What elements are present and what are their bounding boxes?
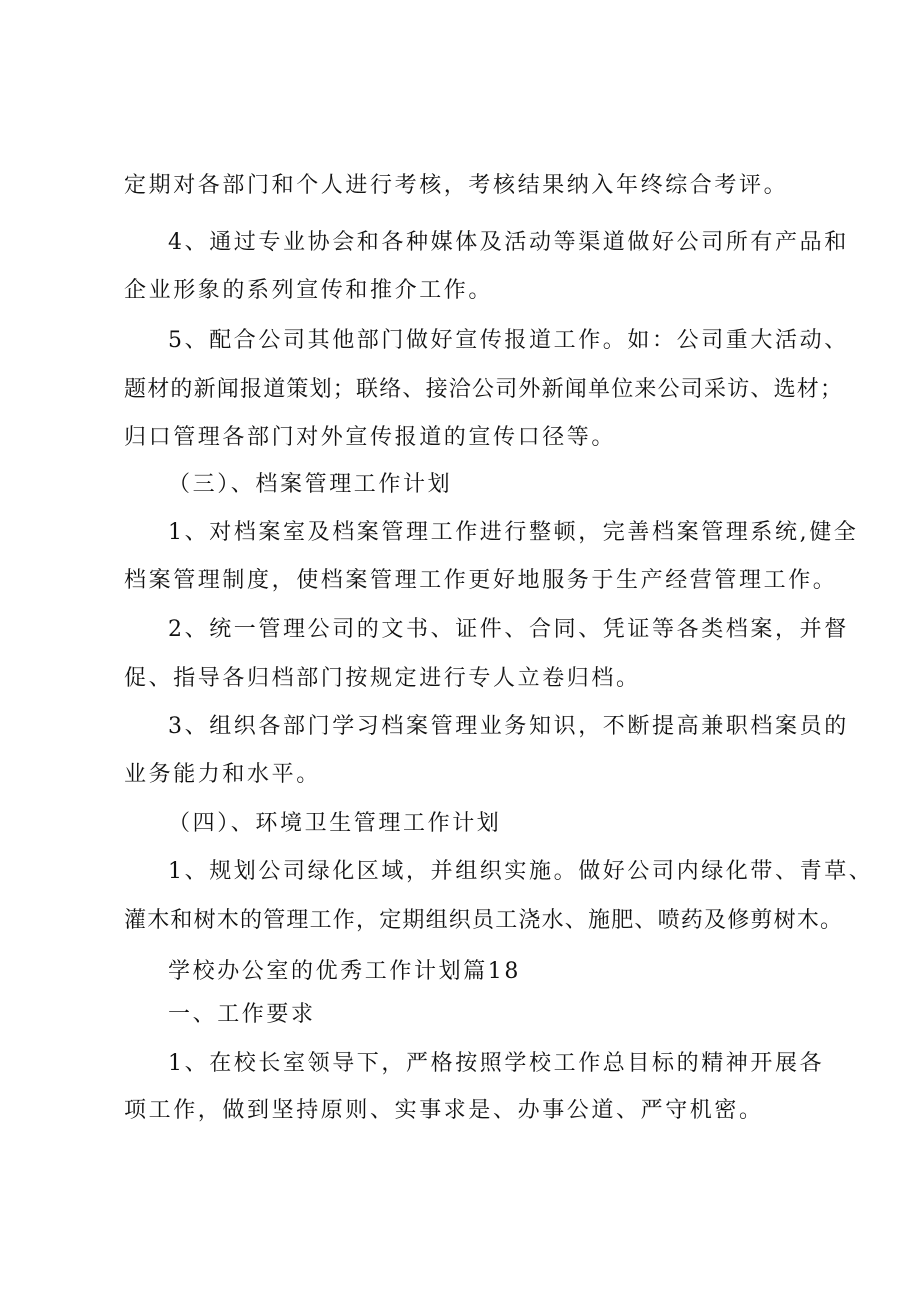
item-5-line-3: 归口管理各部门对外宣传报道的宣传口径等。 [124, 425, 617, 450]
article-18-title: 学校办公室的优秀工作计划篇18 [168, 959, 521, 984]
requirement-1-line-2: 项工作，做到坚持原则、实事求是、办事公道、严守机密。 [124, 1098, 764, 1123]
section-3-heading: （三）、档案管理工作计划 [168, 472, 453, 497]
section-3-item-1-line-2: 档案管理制度，使档案管理工作更好地服务于生产经营管理工作。 [124, 568, 838, 593]
item-5-line-2: 题材的新闻报道策划；联络、接洽公司外新闻单位来公司采访、选材； [124, 377, 844, 402]
section-3-item-2-line-1: 2、统一管理公司的文书、证件、合同、凭证等各类档案，并督 [168, 617, 849, 642]
section-4-item-1-line-1: 1、规划公司绿化区域，并组织实施。做好公司内绿化带、青草、 [168, 859, 874, 884]
section-4-heading: （四）、环境卫生管理工作计划 [168, 811, 502, 836]
requirement-1-line-1: 1、在校长室领导下，严格按照学校工作总目标的精神开展各 [168, 1051, 825, 1076]
section-3-item-2-line-2: 促、指导各归档部门按规定进行专人立卷归档。 [124, 666, 641, 691]
section-3-item-3-line-1: 3、组织各部门学习档案管理业务知识，不断提高兼职档案员的 [168, 714, 849, 739]
section-3-item-1-line-1: 1、对档案室及档案管理工作进行整顿，完善档案管理系统,健全 [168, 520, 859, 545]
section-4-item-1-line-2: 灌木和树木的管理工作，定期组织员工浇水、施肥、喷药及修剪树木。 [124, 908, 844, 933]
work-requirements-heading: 一、工作要求 [168, 1002, 316, 1027]
item-4-line-1: 4、通过专业协会和各种媒体及活动等渠道做好公司所有产品和 [168, 230, 849, 255]
item-5-line-1: 5、配合公司其他部门做好宣传报道工作。如：公司重大活动、 [168, 328, 849, 353]
text-line-1: 定期对各部门和个人进行考核，考核结果纳入年终综合考评。 [124, 173, 789, 198]
section-3-item-3-line-2: 业务能力和水平。 [124, 762, 321, 787]
item-4-line-2: 企业形象的系列宣传和推介工作。 [124, 278, 494, 303]
